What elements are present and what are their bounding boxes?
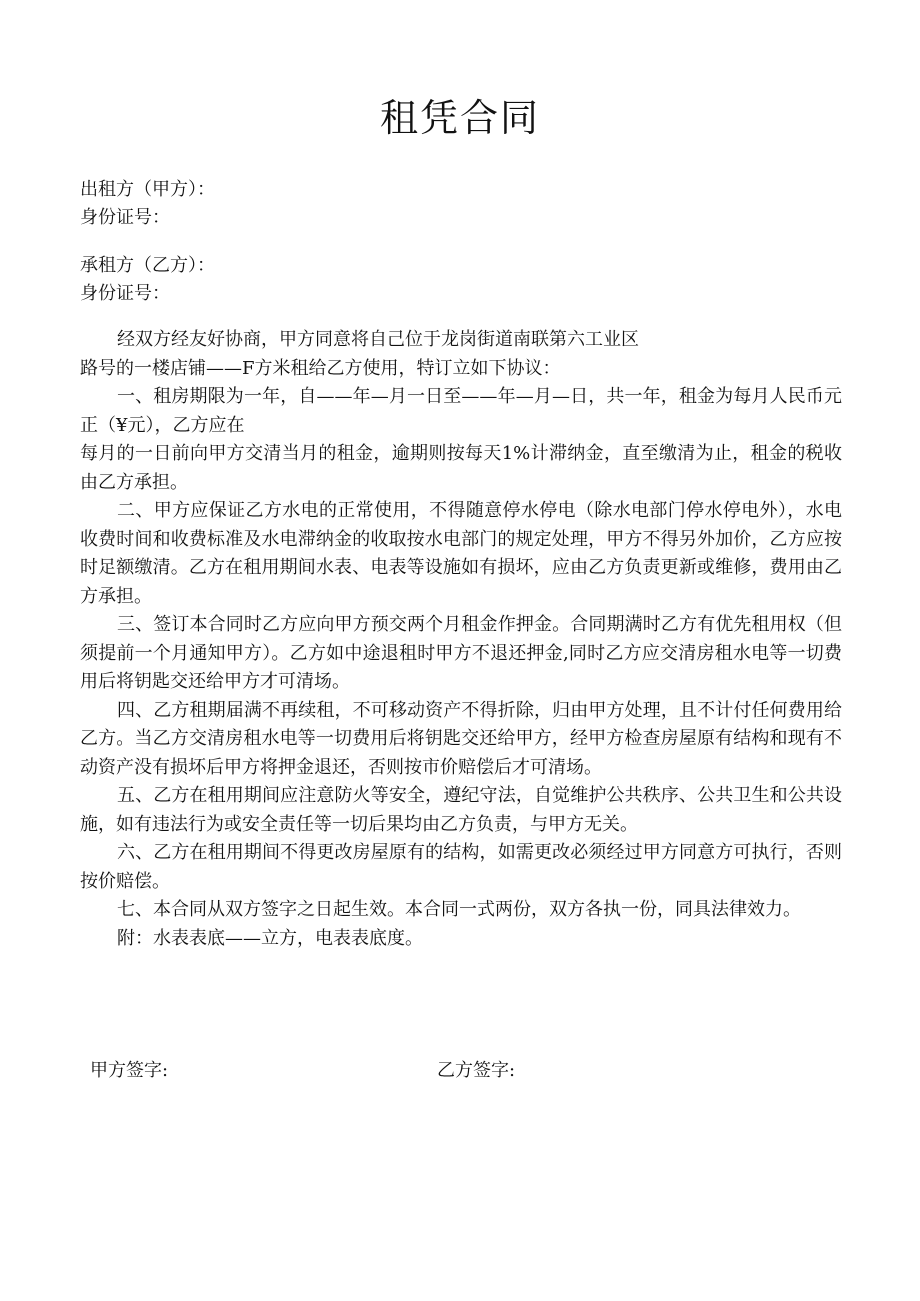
clause-5: 五、乙方在租用期间应注意防火等安全，遵纪守法，自觉维护公共秩序、公共卫生和公共设施，如有违法行为或安全责任等一切后果均由乙方负责，与甲方无关。 [80,785,842,835]
clause-6: 六、乙方在租用期间不得更改房屋原有的结构，如需更改必须经过甲方同意方可执行，否则按价赔偿。 [80,842,842,892]
lessor-id-label: 身份证号： [80,207,170,228]
clause-4: 四、乙方租期届满不再续租，不可移动资产不得折除，归由甲方处理，且不计付任何费用给乙方。当乙方交清房租水电等一切费用后将钥匙交还给甲方，经甲方检查房屋原有结构和现有不动资产没有损坏后甲方将押金退还，否则按市价赔偿后才可清场。 [80,699,842,778]
lessee-id-label: 身份证号： [80,283,170,304]
lessee-block [80,252,215,308]
clause-2: 二、甲方应保证乙方水电的正常使用，不得随意停水停电（除水电部门停水停电外），水电收费时间和收费标准及水电滞纳金的收取按水电部门的规定处理，甲方不得另外加价，乙方应按时足额缴清。乙方在租用期间水表、电表等设施如有损坏，应由乙方负责更新或维修，费用由乙方承担。 [80,500,842,607]
clause-7: 七、本合同从双方签字之日起生效。本合同一式两份，双方各执一份，同具法律效力。 [117,899,801,920]
party-b-signature-label: 乙方签字: [437,1060,516,1081]
lessor-name-label: 出租方（甲方）： [80,179,215,200]
party-a-signature-label: 甲方签字: [90,1060,169,1081]
document-title: 租凭合同 [379,96,540,140]
lessor-block [80,176,215,232]
intro-line-1: 经双方经友好协商，甲方同意将自己位于龙岗街道南联第六工业区 [117,329,639,350]
appendix-note: 附：水表表底——立方，电表表底度。 [117,927,423,949]
clause-1-part-1: 一、租房期限为一年，自——年—月一日至——年—月—日，共一年，租金为每月人民币元正（¥元），乙方应在 [80,386,842,436]
clause-1-part-2: 每月的一日前向甲方交清当月的租金，逾期则按每天1%计滞纳金，直至缴清为止，租金的税收由乙方承担。 [80,443,842,493]
clause-3: 三、签订本合同时乙方应向甲方预交两个月租金作押金。合同期满时乙方有优先租用权（但须提前一个月通知甲方）。乙方如中途退租时甲方不退还押金,同时乙方应交清房租水电等一切费用后将钥匙交还给甲方才可清场。 [80,614,842,692]
contract-body [80,326,842,953]
intro-line-2: 路号的一楼店铺——F方米租给乙方使用，特订立如下协议： [80,357,561,379]
lessee-name-label: 承租方（乙方）： [80,255,215,276]
